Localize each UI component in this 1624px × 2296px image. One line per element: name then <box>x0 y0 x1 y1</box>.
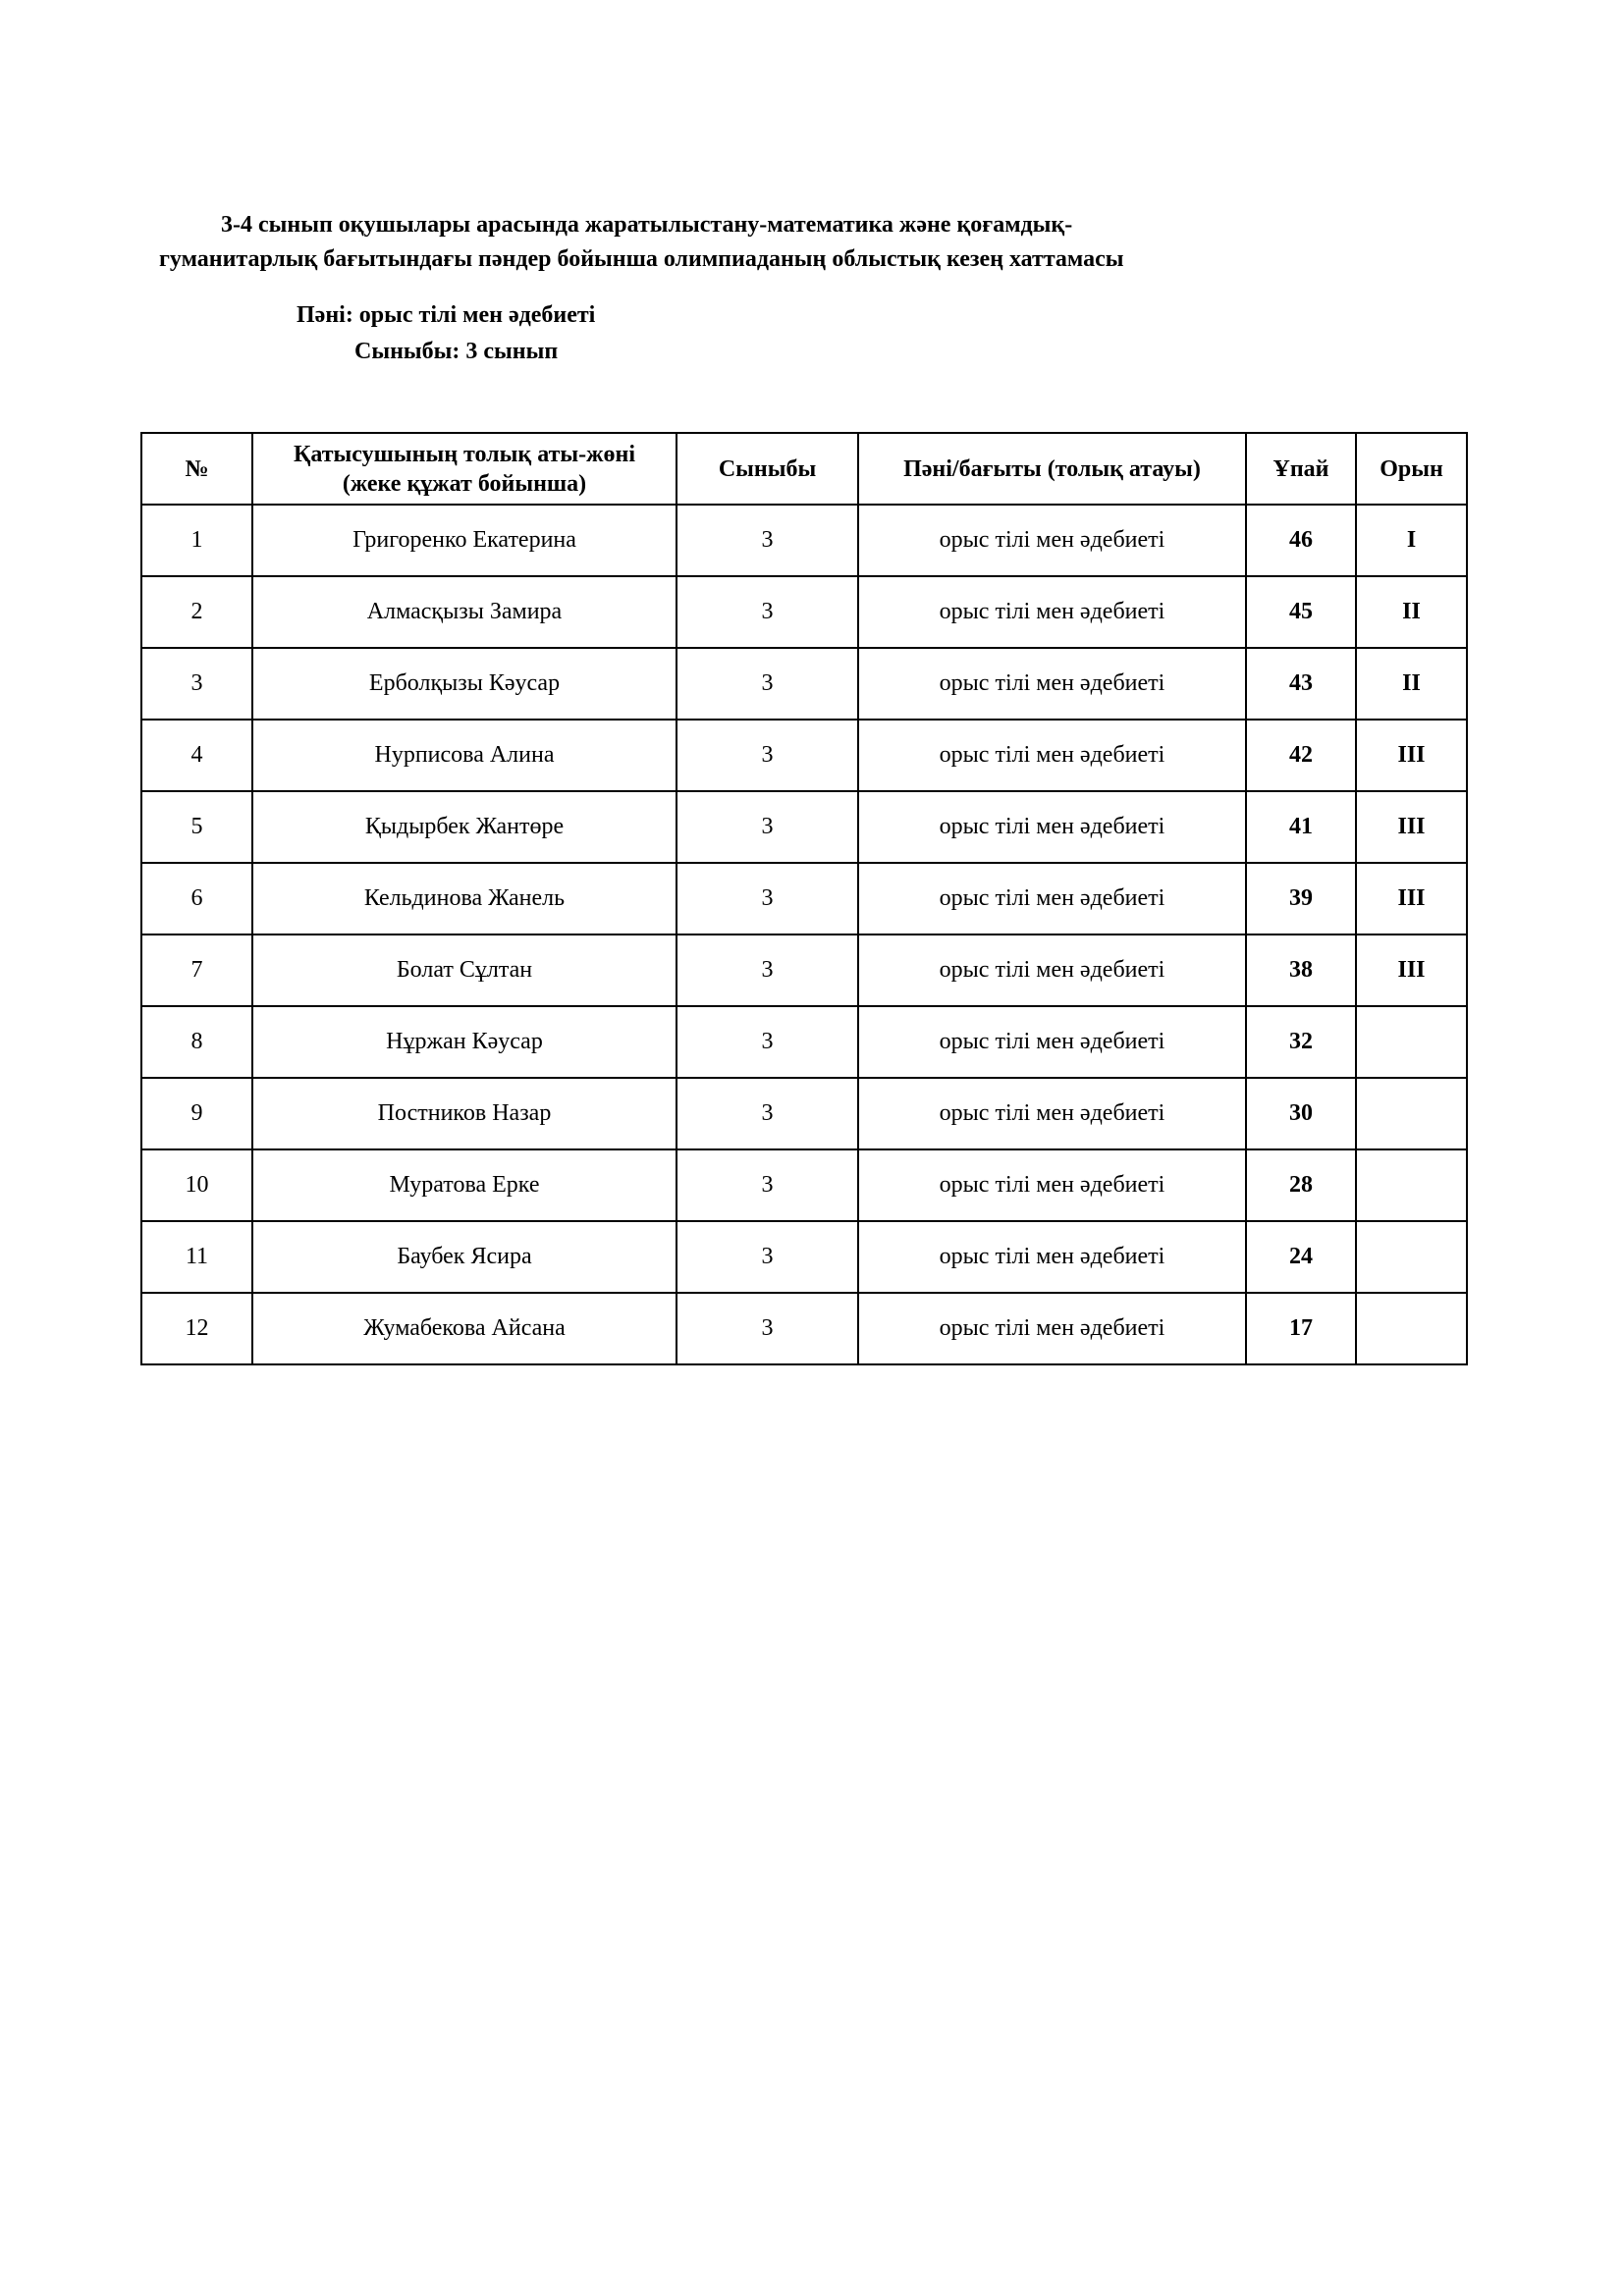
cell-place: III <box>1356 720 1467 791</box>
cell-name: Жумабекова Айсана <box>252 1293 677 1364</box>
table-header-row <box>141 433 1467 505</box>
cell-subject: орыс тілі мен әдебиеті <box>858 863 1246 934</box>
cell-name: Алмасқызы Замира <box>252 576 677 648</box>
cell-score: 38 <box>1246 934 1356 1006</box>
grade-label: Сыныбы: 3 сынып <box>354 339 559 364</box>
cell-num: 12 <box>141 1293 252 1364</box>
cell-class: 3 <box>677 1006 858 1078</box>
cell-score: 43 <box>1246 648 1356 720</box>
cell-num: 10 <box>141 1149 252 1221</box>
cell-subject: орыс тілі мен әдебиеті <box>858 648 1246 720</box>
cell-place <box>1356 1149 1467 1221</box>
cell-score: 28 <box>1246 1149 1356 1221</box>
cell-num: 7 <box>141 934 252 1006</box>
cell-class: 3 <box>677 576 858 648</box>
cell-class: 3 <box>677 934 858 1006</box>
header-place: Орын <box>1356 433 1467 505</box>
results-table <box>140 432 1468 1365</box>
cell-subject: орыс тілі мен әдебиеті <box>858 1293 1246 1364</box>
table-row <box>141 505 1467 576</box>
cell-num: 5 <box>141 791 252 863</box>
cell-name: Қыдырбек Жантөре <box>252 791 677 863</box>
cell-subject: орыс тілі мен әдебиеті <box>858 720 1246 791</box>
document-title-line-1: 3-4 сынып оқушылары арасында жаратылыстану-математика және қоғамдық- <box>221 212 1073 238</box>
cell-name: Кельдинова Жанель <box>252 863 677 934</box>
cell-subject: орыс тілі мен әдебиеті <box>858 1078 1246 1149</box>
cell-num: 1 <box>141 505 252 576</box>
cell-num: 9 <box>141 1078 252 1149</box>
table-row <box>141 791 1467 863</box>
cell-name: Болат Сұлтан <box>252 934 677 1006</box>
cell-name: Муратова Ерке <box>252 1149 677 1221</box>
header-score: Ұпай <box>1246 433 1356 505</box>
cell-subject: орыс тілі мен әдебиеті <box>858 1149 1246 1221</box>
cell-place <box>1356 1006 1467 1078</box>
table-row <box>141 934 1467 1006</box>
cell-class: 3 <box>677 720 858 791</box>
cell-name: Постников Назар <box>252 1078 677 1149</box>
header-subject: Пәні/бағыты (толық атауы) <box>858 433 1246 505</box>
cell-class: 3 <box>677 505 858 576</box>
cell-class: 3 <box>677 1149 858 1221</box>
cell-class: 3 <box>677 1078 858 1149</box>
cell-score: 24 <box>1246 1221 1356 1293</box>
cell-num: 3 <box>141 648 252 720</box>
cell-place: II <box>1356 648 1467 720</box>
cell-score: 30 <box>1246 1078 1356 1149</box>
cell-score: 32 <box>1246 1006 1356 1078</box>
cell-class: 3 <box>677 1221 858 1293</box>
document-title-line-2: гуманитарлық бағытындағы пәндер бойынша олимпиаданың облыстық кезең хаттамасы <box>159 246 1124 272</box>
cell-score: 41 <box>1246 791 1356 863</box>
cell-score: 42 <box>1246 720 1356 791</box>
cell-place <box>1356 1078 1467 1149</box>
subject-label: Пәні: орыс тілі мен әдебиеті <box>297 302 596 328</box>
cell-subject: орыс тілі мен әдебиеті <box>858 1006 1246 1078</box>
cell-score: 17 <box>1246 1293 1356 1364</box>
header-name <box>252 433 677 505</box>
table-row <box>141 1221 1467 1293</box>
cell-name: Нурписова Алина <box>252 720 677 791</box>
header-num: № <box>141 433 252 505</box>
cell-place: III <box>1356 791 1467 863</box>
cell-num: 2 <box>141 576 252 648</box>
cell-num: 6 <box>141 863 252 934</box>
table-row <box>141 576 1467 648</box>
cell-class: 3 <box>677 863 858 934</box>
table-row <box>141 720 1467 791</box>
cell-name: Григоренко Екатерина <box>252 505 677 576</box>
cell-num: 4 <box>141 720 252 791</box>
cell-class: 3 <box>677 1293 858 1364</box>
table-row <box>141 1078 1467 1149</box>
cell-place <box>1356 1221 1467 1293</box>
cell-num: 11 <box>141 1221 252 1293</box>
cell-class: 3 <box>677 648 858 720</box>
cell-place: III <box>1356 863 1467 934</box>
cell-class: 3 <box>677 791 858 863</box>
cell-name: Ерболқызы Кәусар <box>252 648 677 720</box>
cell-subject: орыс тілі мен әдебиеті <box>858 505 1246 576</box>
table-row <box>141 1006 1467 1078</box>
cell-score: 45 <box>1246 576 1356 648</box>
cell-place: III <box>1356 934 1467 1006</box>
cell-subject: орыс тілі мен әдебиеті <box>858 576 1246 648</box>
cell-score: 46 <box>1246 505 1356 576</box>
cell-subject: орыс тілі мен әдебиеті <box>858 934 1246 1006</box>
cell-score: 39 <box>1246 863 1356 934</box>
header-name-line-2: (жеке құжат бойынша) <box>342 470 587 497</box>
table-row <box>141 1149 1467 1221</box>
table-row <box>141 863 1467 934</box>
cell-name: Баубек Ясира <box>252 1221 677 1293</box>
cell-place <box>1356 1293 1467 1364</box>
cell-subject: орыс тілі мен әдебиеті <box>858 791 1246 863</box>
cell-subject: орыс тілі мен әдебиеті <box>858 1221 1246 1293</box>
cell-place: I <box>1356 505 1467 576</box>
cell-place: II <box>1356 576 1467 648</box>
header-class: Сыныбы <box>677 433 858 505</box>
header-name-line-1: Қатысушының толық аты-жөні <box>293 441 636 467</box>
cell-num: 8 <box>141 1006 252 1078</box>
cell-name: Нұржан Кәусар <box>252 1006 677 1078</box>
table-row <box>141 1293 1467 1364</box>
table-row <box>141 648 1467 720</box>
